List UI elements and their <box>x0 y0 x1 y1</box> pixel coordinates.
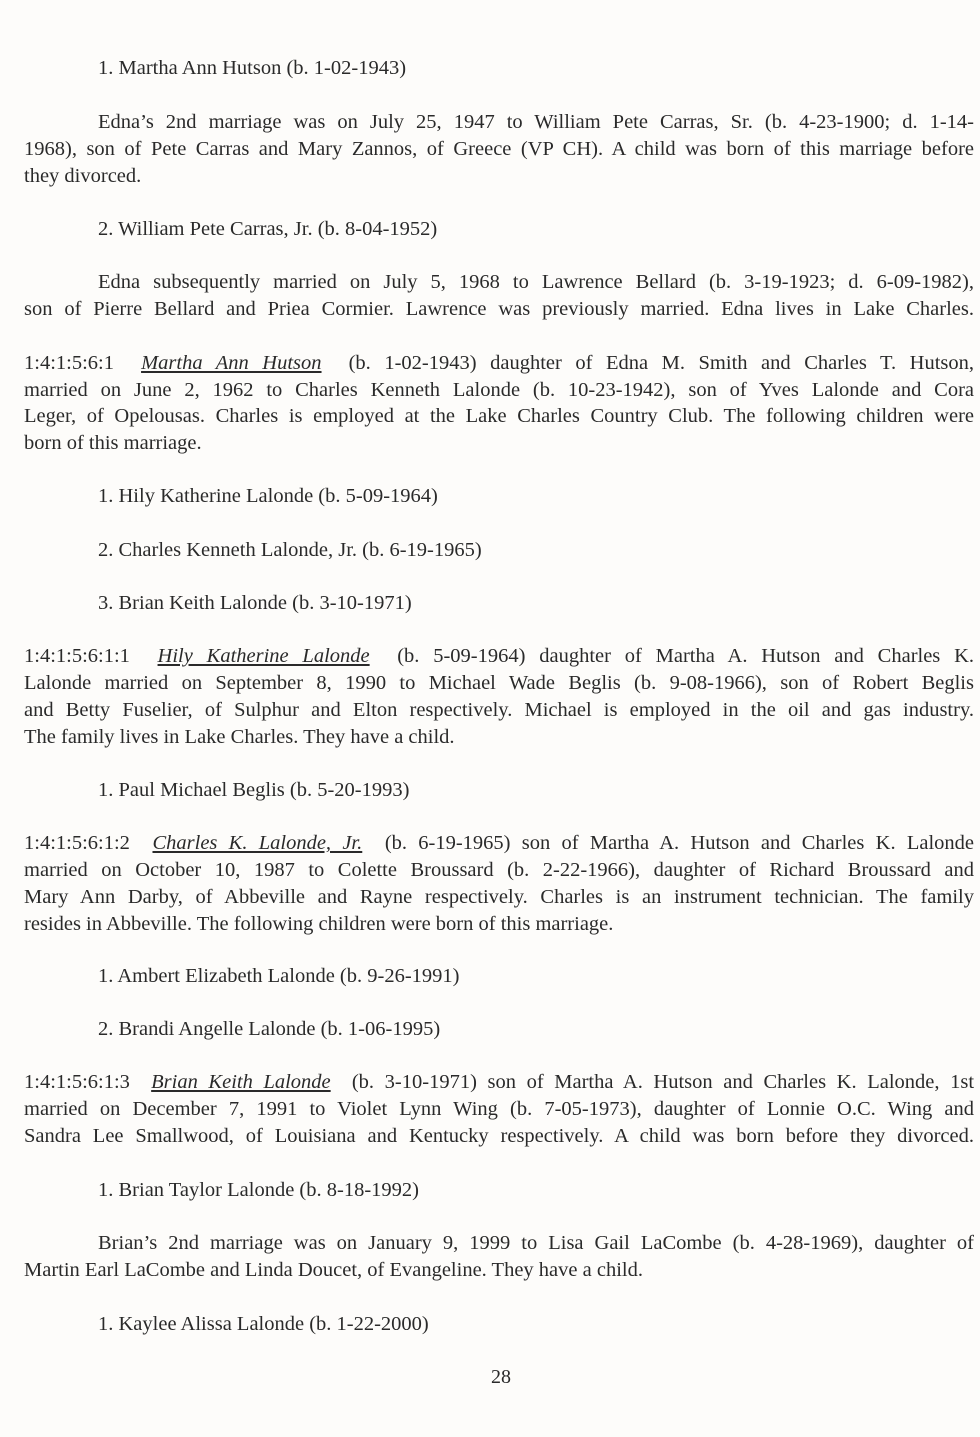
child-list-item: 1. Hily Katherine Lalonde (b. 5-09-1964) <box>98 485 438 507</box>
child-list-item: 3. Brian Keith Lalonde (b. 3-10-1971) <box>98 592 412 614</box>
paragraph-line: Edna’s 2nd marriage was on July 25, 1947 to William Pete Carras, Sr. (b. 4-23-1900; d. 1-14- <box>98 111 974 133</box>
entry-id: 1:4:1:5:6:1 <box>24 352 114 374</box>
paragraph-line: resides in Abbeville. The following children were born of this marriage. <box>24 913 614 935</box>
entry-text: (b. 5-09-1964) daughter of Martha A. Hutson and Charles K. <box>397 645 975 667</box>
entry-id: 1:4:1:5:6:1:1 <box>24 645 130 667</box>
child-list-item: 1. Ambert Elizabeth Lalonde (b. 9-26-1991) <box>98 965 460 987</box>
child-list-item: 1. Paul Michael Beglis (b. 5-20-1993) <box>98 779 410 801</box>
child-list-item: 2. Charles Kenneth Lalonde, Jr. (b. 6-19-1965) <box>98 539 482 561</box>
child-list-item: 2. William Pete Carras, Jr. (b. 8-04-1952) <box>98 218 438 240</box>
paragraph-line: 1968), son of Pete Carras and Mary Zannos, of Greece (VP CH). A child was born of this marriage before <box>24 138 974 160</box>
entry-name: Brian Keith Lalonde <box>151 1071 331 1093</box>
genealogy-entry-heading <box>24 350 974 377</box>
entry-name: Hily Katherine Lalonde <box>157 645 370 667</box>
paragraph-line: Brian’s 2nd marriage was on January 9, 1999 to Lisa Gail LaCombe (b. 4-28-1969), daughter of <box>98 1232 974 1254</box>
paragraph-line: married on December 7, 1991 to Violet Lynn Wing (b. 7-05-1973), daughter of Lonnie O.C. Wing and <box>24 1098 974 1120</box>
paragraph-line: Mary Ann Darby, of Abbeville and Rayne respectively. Charles is an instrument technician. The family <box>24 886 974 908</box>
genealogy-entry-heading <box>24 643 974 670</box>
paragraph-line: son of Pierre Bellard and Priea Cormier. Lawrence was previously married. Edna lives in Lake Charles. <box>24 298 974 320</box>
genealogy-entry-heading <box>24 1069 974 1096</box>
paragraph-line: Sandra Lee Smallwood, of Louisiana and Kentucky respectively. A child was born before they divorced. <box>24 1125 974 1147</box>
page-number: 28 <box>491 1366 511 1388</box>
entry-name: Martha Ann Hutson <box>141 352 322 374</box>
entry-id: 1:4:1:5:6:1:3 <box>24 1071 130 1093</box>
paragraph-line: Lalonde married on September 8, 1990 to Michael Wade Beglis (b. 9-08-1966), son of Robert Beglis <box>24 672 974 694</box>
paragraph-line: Martin Earl LaCombe and Linda Doucet, of Evangeline. They have a child. <box>24 1259 643 1281</box>
paragraph-line: Edna subsequently married on July 5, 1968 to Lawrence Bellard (b. 3-19-1923; d. 6-09-1982), <box>98 271 974 293</box>
entry-id: 1:4:1:5:6:1:2 <box>24 832 130 854</box>
entry-name: Charles K. Lalonde, Jr. <box>152 832 363 854</box>
paragraph-line: The family lives in Lake Charles. They have a child. <box>24 726 455 748</box>
paragraph-line: born of this marriage. <box>24 432 202 454</box>
paragraph-line: they divorced. <box>24 165 142 187</box>
paragraph-line: married on June 2, 1962 to Charles Kenneth Lalonde (b. 10-23-1942), son of Yves Lalonde and Cora <box>24 379 974 401</box>
entry-text: (b. 3-10-1971) son of Martha A. Hutson and Charles K. Lalonde, 1st <box>351 1071 975 1093</box>
child-list-item: 2. Brandi Angelle Lalonde (b. 1-06-1995) <box>98 1018 441 1040</box>
child-list-item: 1. Brian Taylor Lalonde (b. 8-18-1992) <box>98 1179 419 1201</box>
child-list-item: 1. Kaylee Alissa Lalonde (b. 1-22-2000) <box>98 1313 429 1335</box>
entry-text: (b. 1-02-1943) daughter of Edna M. Smith and Charles T. Hutson, <box>348 352 974 374</box>
child-list-item: 1. Martha Ann Hutson (b. 1-02-1943) <box>98 57 407 79</box>
paragraph-line: and Betty Fuselier, of Sulphur and Elton respectively. Michael is employed in the oil and gas industry. <box>24 699 974 721</box>
paragraph-line: married on October 10, 1987 to Colette Broussard (b. 2-22-1966), daughter of Richard Broussard and <box>24 859 974 881</box>
entry-text: (b. 6-19-1965) son of Martha A. Hutson and Charles K. Lalonde <box>384 832 975 854</box>
genealogy-entry-heading <box>24 830 974 857</box>
paragraph-line: Leger, of Opelousas. Charles is employed at the Lake Charles Country Club. The following children were <box>24 405 974 427</box>
